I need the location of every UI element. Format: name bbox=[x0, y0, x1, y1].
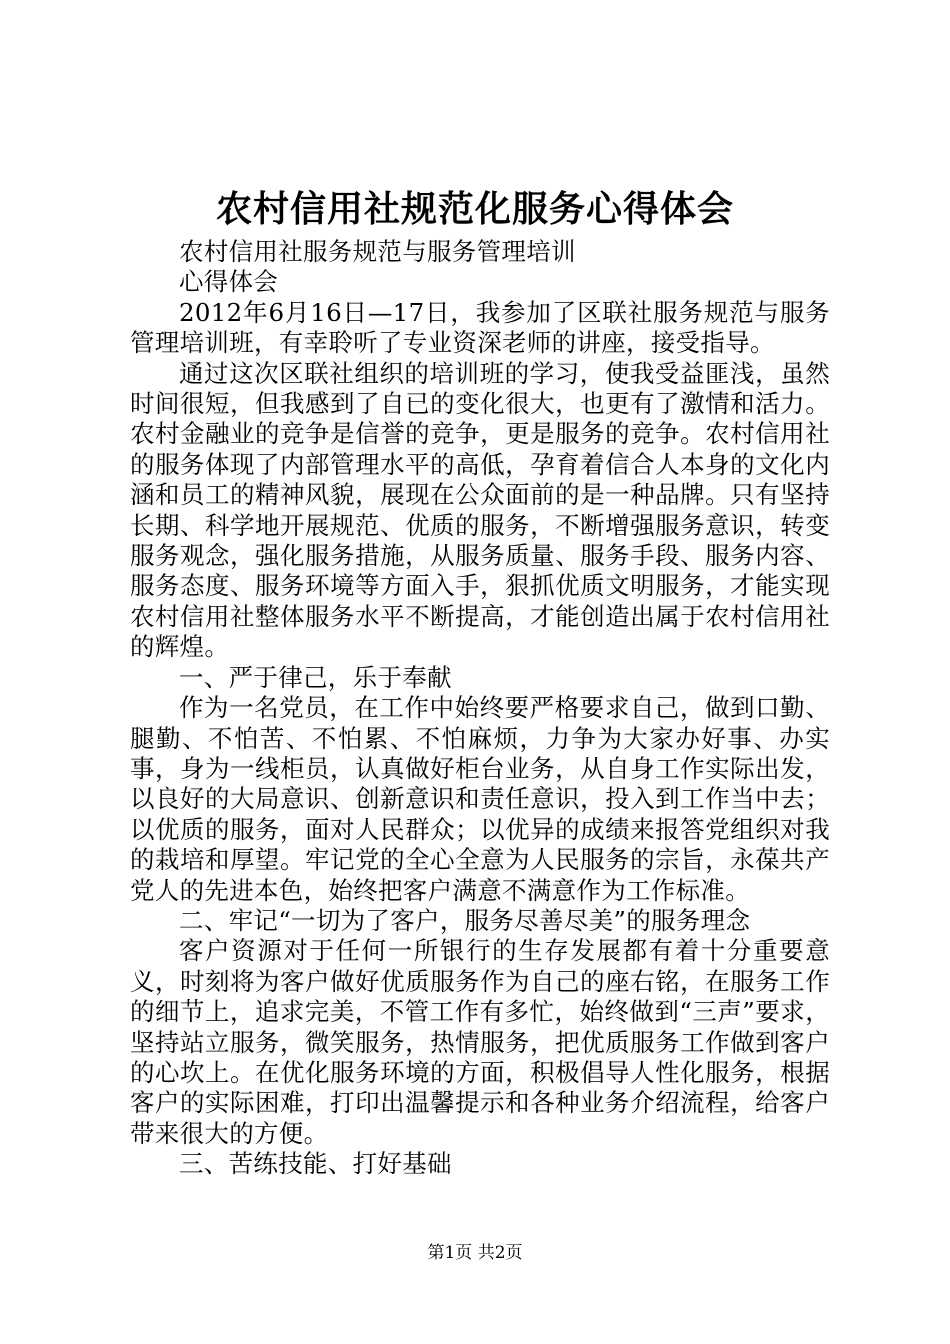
page-number-footer: 第1页 共2页 bbox=[427, 1243, 523, 1263]
document-body bbox=[130, 237, 830, 1180]
document-title: 农村信用社规范化服务心得体会 bbox=[215, 189, 734, 230]
subtitle-line-2: 心得体会 bbox=[179, 267, 279, 297]
subtitle-line-1: 农村信用社服务规范与服务管理培训 bbox=[179, 237, 576, 266]
paragraph-reflection: 通过这次区联社组织的培训班的学习，使我受益匪浅，虽然时间很短，但我感到了自已的变化很大，也更有了激情和活力。农村金融业的竞争是信誉的竞争，更是服务的竞争。农村信用社的服务体现了内部管理水平的高低，孕育着信合人本身的文化内涵和员工的精神风貌，展现在公众面前的是一种品牌。只有坚持长期、科学地开展规范、优质的服务，不断增强服务意识，转变服务观念，强化服务措施，从服务质量、服务手段、服务内容、服务态度、服务环境等方面入手，狠抓优质文明服务，才能实现农村信用社整体服务水平不断提高，才能创造出属于农村信用社的辉煌。 bbox=[130, 358, 830, 662]
section-heading-3: 三、苦练技能、打好基础 bbox=[179, 1149, 452, 1179]
section-heading-1: 一、严于律己，乐于奉献 bbox=[179, 662, 452, 692]
paragraph-section-1: 作为一名党员，在工作中始终要严格要求自己，做到口勤、腿勤、不怕苦、不怕累、不怕麻烦，力争为大家办好事、办实事，身为一线柜员，认真做好柜台业务，从自身工作实际出发，以良好的大局意识、创新意识和责任意识，投入到工作当中去；以优质的服务，面对人民群众；以优异的成绩来报答党组织对我的栽培和厚望。牢记党的全心全意为人民服务的宗旨，永葆共产党人的先进本色，始终把客户满意不满意作为工作标准。 bbox=[130, 693, 830, 905]
paragraph-intro: 2012年6月16日—17日，我参加了区联社服务规范与服务管理培训班，有幸聆听了专业资深老师的讲座，接受指导。 bbox=[130, 297, 830, 358]
section-heading-2: 二、牢记“一切为了客户，服务尽善尽美”的服务理念 bbox=[179, 905, 751, 935]
paragraph-section-2: 客户资源对于任何一所银行的生存发展都有着十分重要意义，时刻将为客户做好优质服务作为自己的座右铭，在服务工作的细节上，追求完美，不管工作有多忙，始终做到“三声”要求，坚持站立服务，微笑服务，热情服务，把优质服务工作做到客户的心坎上。在优化服务环境的方面，积极倡导人性化服务，根据客户的实际困难，打印出温馨提示和各种业务介绍流程，给客户带来很大的方便。 bbox=[130, 936, 830, 1148]
